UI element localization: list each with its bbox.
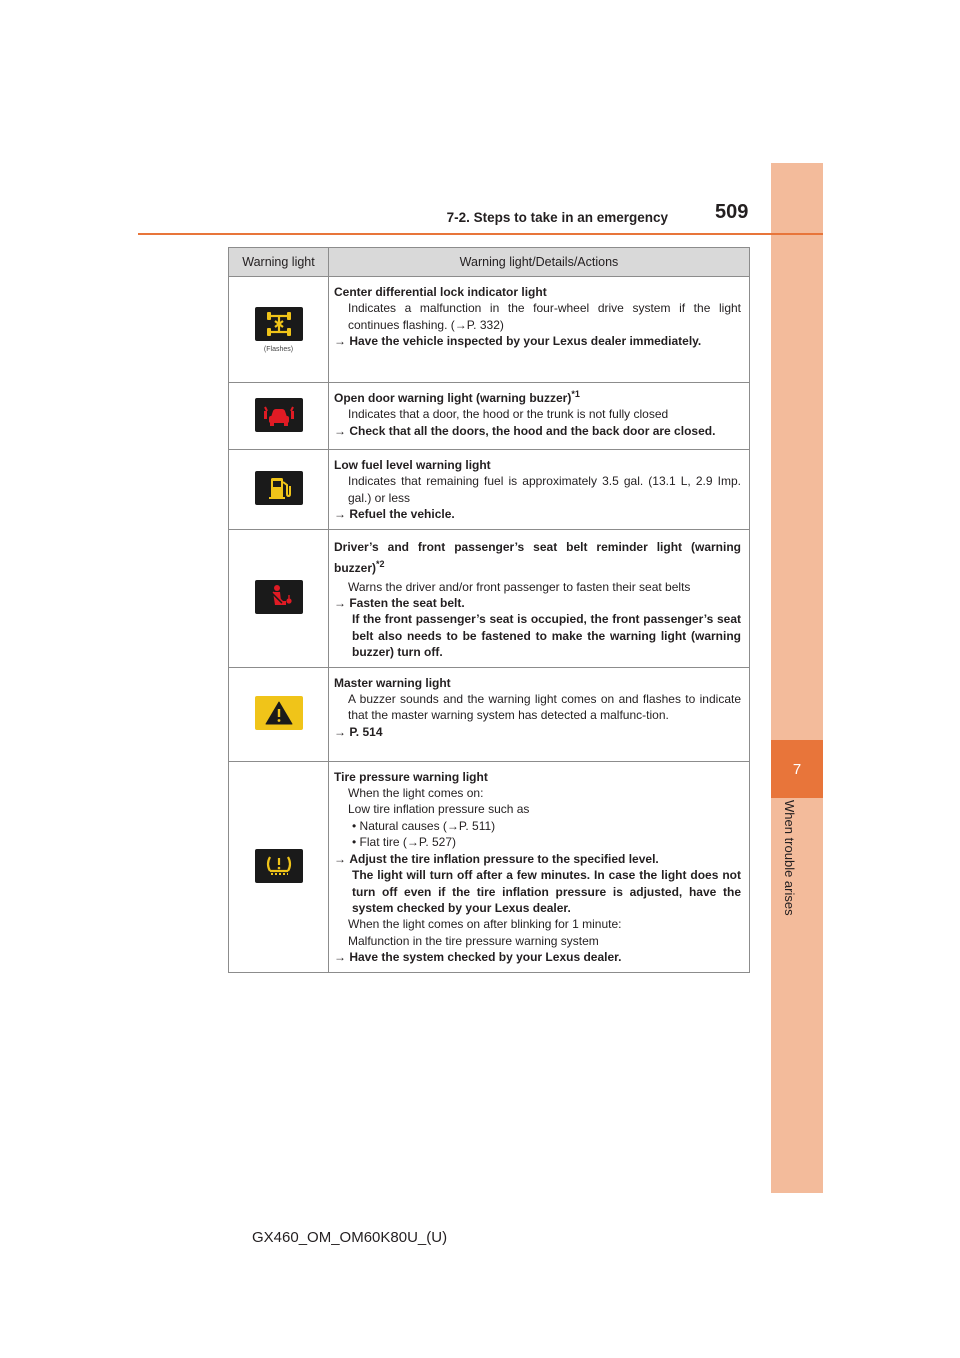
icon-note-flashes: (Flashes) (263, 345, 294, 353)
row-title: Open door warning light (warning buzzer)$^{*1}$ (334, 389, 580, 405)
row-bullet: • Natural causes (→P. 511) (352, 818, 496, 833)
row-bullet: • Flat tire (→P. 527) (352, 835, 457, 850)
warning-light-table (228, 247, 750, 973)
page-number: 509 (715, 201, 749, 223)
icon-cell (229, 450, 329, 530)
center-diff-lock-icon (255, 307, 303, 341)
row-line: When the light comes on after blinking for 1 minute: (348, 917, 622, 932)
icon-cell (229, 667, 329, 761)
details-cell (329, 277, 750, 383)
table-row (229, 761, 750, 972)
row-action-extra: If the front passenger’s seat is occupied, the front passenger’s seat belt also needs to be fastened to make the warning light (warning buzzer) turn off. (352, 612, 741, 660)
section-title: 7-2. Steps to take in an emergency (446, 210, 668, 225)
header-rule (138, 233, 823, 235)
row-action: → Refuel the vehicle. (334, 507, 455, 522)
row-title: Master warning light (334, 675, 451, 690)
document-code: GX460_OM_OM60K80U_(U) (252, 1229, 448, 1246)
row-title: Low fuel level warning light (334, 458, 491, 472)
fuel-pump-icon (255, 471, 303, 505)
row-line: When the light comes on: (348, 786, 484, 801)
chapter-title: When trouble arises (782, 800, 797, 916)
row-title: Center differential lock indicator light (334, 285, 547, 299)
table-row (229, 450, 750, 530)
chapter-side-tab (771, 163, 823, 1193)
col-header-details: Warning light/Details/Actions (329, 248, 750, 277)
row-detail: A buzzer sounds and the warning light comes on and flashes to indicate that the master warning system has detected a malfunc-tion. (348, 692, 741, 723)
row-line: Low tire inflation pressure such as (348, 802, 530, 817)
row-title: Tire pressure warning light (334, 769, 488, 784)
icon-cell (229, 277, 329, 383)
row-action: → Fasten the seat belt. (334, 596, 465, 611)
details-cell (329, 529, 750, 667)
row-detail: Indicates that remaining fuel is approximately 3.5 gal. (13.1 L, 2.9 Imp. gal.) or less (348, 474, 741, 505)
row-title: Driver’s and front passenger’s seat belt reminder light (warning buzzer)$^{*2}$ (334, 539, 741, 575)
row-action: → Have the vehicle inspected by your Lexus dealer immediately. (334, 334, 702, 349)
col-header-warning-light: Warning light (229, 248, 329, 277)
details-cell (329, 383, 750, 450)
details-cell (329, 667, 750, 761)
icon-cell (229, 529, 329, 667)
table-row (229, 383, 750, 450)
seat-belt-icon (255, 580, 303, 614)
row-action: → Adjust the tire inflation pressure to the specified level. (334, 851, 659, 866)
row-line: Malfunction in the tire pressure warning system (348, 933, 599, 948)
table-row (229, 277, 750, 383)
details-cell (329, 761, 750, 972)
master-warning-icon (255, 696, 303, 730)
row-action-extra: The light will turn off after a few minutes. In case the light does not turn off even if the tire inflation pressure is adjusted, have the system checked by your Lexus dealer. (352, 868, 741, 915)
row-detail: Indicates that a door, the hood or the trunk is not fully closed (348, 407, 669, 422)
tire-pressure-icon (255, 849, 303, 883)
table-row (229, 529, 750, 667)
table-header-row (229, 248, 750, 277)
row-detail: Warns the driver and/or front passenger to fasten their seat belts (348, 579, 691, 594)
row-detail: Indicates a malfunction in the four-wheel drive system if the light continues flashing. (→P. 332) (348, 301, 741, 332)
row-action: → Check that all the doors, the hood and the back door are closed. (334, 423, 716, 438)
row-action: → P. 514 (334, 724, 383, 739)
icon-cell (229, 761, 329, 972)
open-door-icon (255, 398, 303, 432)
row-action: → Have the system checked by your Lexus dealer. (334, 950, 622, 965)
icon-cell (229, 383, 329, 450)
details-cell (329, 450, 750, 530)
table-row (229, 667, 750, 761)
chapter-number: 7 (771, 740, 823, 798)
